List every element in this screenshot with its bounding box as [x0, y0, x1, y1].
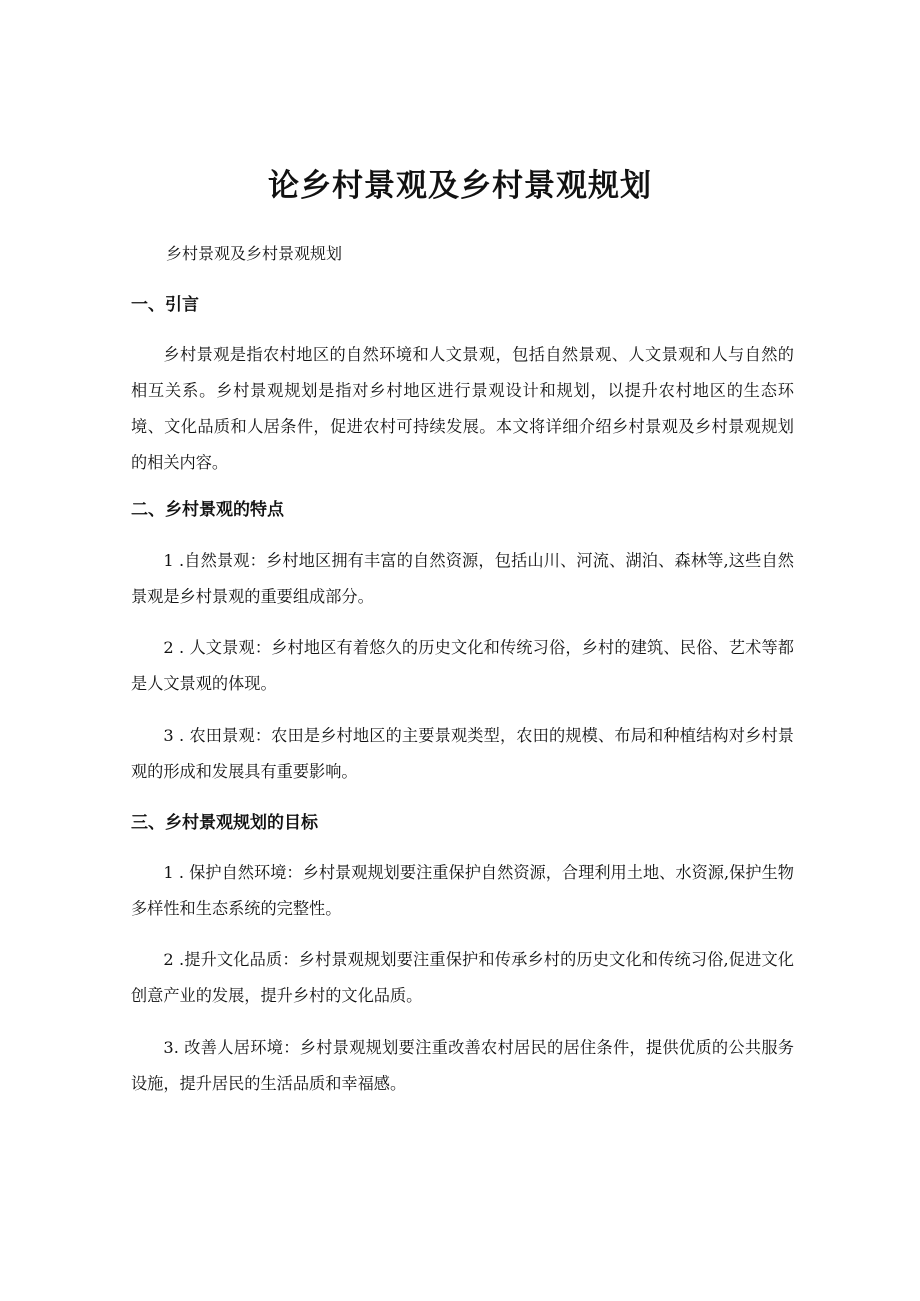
feature-paragraph-cultural: 2 . 人文景观：乡村地区有着悠久的历史文化和传统习俗，乡村的建筑、民俗、艺术等都是人文景观的体现。 [131, 638, 794, 693]
section-heading-goals: 三、乡村景观规划的目标 [131, 813, 318, 833]
document-title: 论乡村景观及乡村景观规划 [268, 168, 652, 204]
feature-paragraph-farmland: 3 . 农田景观：农田是乡村地区的主要景观类型，农田的规模、布局和种植结构对乡村景观的形成和发展具有重要影响。 [131, 726, 794, 781]
feature-paragraph-natural: 1 .自然景观：乡村地区拥有丰富的自然资源，包括山川、河流、湖泊、森林等,这些自然景观是乡村景观的重要组成部分。 [131, 551, 794, 606]
intro-paragraph: 乡村景观是指农村地区的自然环境和人文景观，包括自然景观、人文景观和人与自然的相互关系。乡村景观规划是指对乡村地区进行景观设计和规划，以提升农村地区的生态环境、文化品质和人居条件，促进农村可持续发展。本文将详细介绍乡村景观及乡村景观规划的相关内容。 [131, 345, 794, 472]
goal-paragraph-culture-quality: 2 .提升文化品质：乡村景观规划要注重保护和传承乡村的历史文化和传统习俗,促进文化创意产业的发展，提升乡村的文化品质。 [131, 950, 794, 1005]
section-heading-introduction: 一、引言 [131, 295, 199, 315]
section-heading-features: 二、乡村景观的特点 [131, 500, 284, 520]
document-subtitle: 乡村景观及乡村景观规划 [166, 244, 343, 263]
goal-paragraph-living-environment: 3. 改善人居环境：乡村景观规划要注重改善农村居民的居住条件，提供优质的公共服务设施，提升居民的生活品质和幸福感。 [131, 1038, 794, 1093]
goal-paragraph-protect-nature: 1 . 保护自然环境：乡村景观规划要注重保护自然资源，合理利用土地、水资源,保护生物多样性和生态系统的完整性。 [131, 863, 794, 918]
